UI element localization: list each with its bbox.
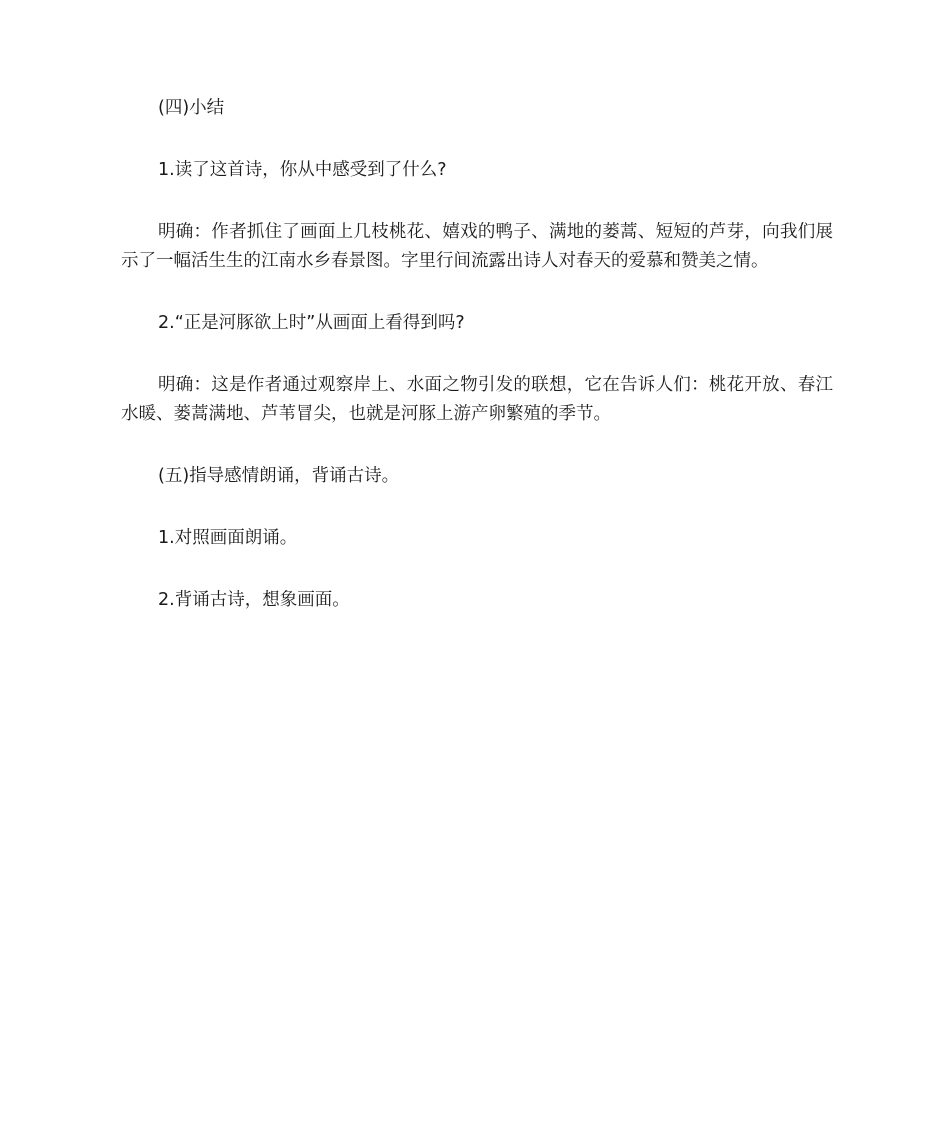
question-2: 2.“正是河豚欲上时”从画面上看得到吗? [158, 313, 465, 333]
section-heading-recitation: (五)指导感情朗诵，背诵古诗。 [158, 466, 400, 486]
section-heading-summary: (四)小结 [158, 98, 225, 118]
question-1: 1.读了这首诗，你从中感受到了什么? [158, 160, 447, 180]
document-body [121, 94, 833, 615]
answer-1: 明确：作者抓住了画面上几枝桃花、嬉戏的鸭子、满地的蒌蒿、短短的芦芽，向我们展示了一幅活生生的江南水乡春景图。字里行间流露出诗人对春天的爱慕和赞美之情。 [121, 222, 833, 271]
answer-2: 明确：这是作者通过观察岸上、水面之物引发的联想，它在告诉人们：桃花开放、春江水暖、蒌蒿满地、芦苇冒尖，也就是河豚上游产卵繁殖的季节。 [121, 375, 833, 424]
recitation-step-2: 2.背诵古诗，想象画面。 [158, 590, 350, 610]
recitation-step-1: 1.对照画面朗诵。 [158, 528, 298, 548]
